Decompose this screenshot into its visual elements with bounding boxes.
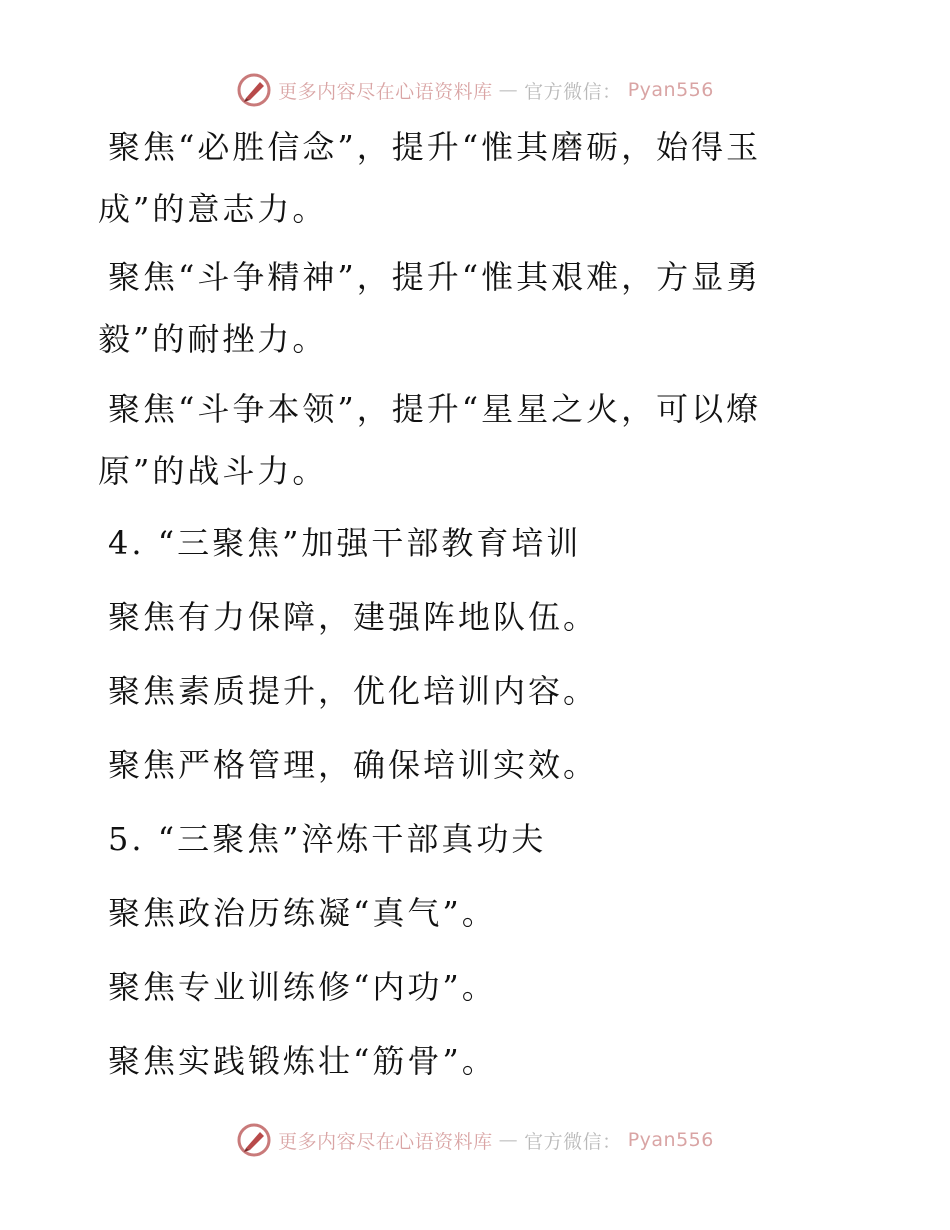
paragraph-1-line-1: 聚焦“必胜信念”，提升“惟其磨砺，始得玉 [108,128,762,166]
watermark-separator: — [498,1129,519,1151]
section-heading-4: 4. “三聚焦”加强干部教育培训 [108,524,582,562]
paragraph-1 [98,116,761,240]
list-item: 聚焦严格管理，确保培训实效。 [108,746,599,784]
watermark-official-text: 官方微信： [524,1130,622,1153]
pen-logo-icon [236,72,272,108]
watermark-official-text: 官方微信： [524,80,622,103]
paragraph-3-line-2: 原”的战斗力。 [98,452,328,490]
paragraph-2 [98,246,761,370]
watermark-separator: — [498,79,519,101]
pen-logo-icon [236,1122,272,1158]
paragraph-3 [98,378,761,502]
watermark-main-text: 更多内容尽在心语资料库 [278,1130,493,1153]
list-item: 聚焦实践锻炼壮“筋骨”。 [108,1042,497,1080]
paragraph-2-line-1: 聚焦“斗争精神”，提升“惟其艰难，方显勇 [108,258,762,296]
watermark-wechat-id: Pyan556 [627,79,714,101]
list-item: 聚焦有力保障，建强阵地队伍。 [108,598,599,636]
list-item: 聚焦素质提升，优化培训内容。 [108,672,599,710]
footer-watermark [0,1120,950,1160]
section-heading-5: 5. “三聚焦”淬炼干部真功夫 [108,820,547,858]
list-item: 聚焦政治历练凝“真气”。 [108,894,497,932]
watermark-wechat-id: Pyan556 [627,1129,714,1151]
paragraph-2-line-2: 毅”的耐挫力。 [98,320,328,358]
paragraph-1-line-2: 成”的意志力。 [98,190,328,228]
list-item: 聚焦专业训练修“内功”。 [108,968,497,1006]
paragraph-3-line-1: 聚焦“斗争本领”，提升“星星之火，可以燎 [108,390,762,428]
watermark-main-text: 更多内容尽在心语资料库 [278,80,493,103]
header-watermark [0,70,950,110]
